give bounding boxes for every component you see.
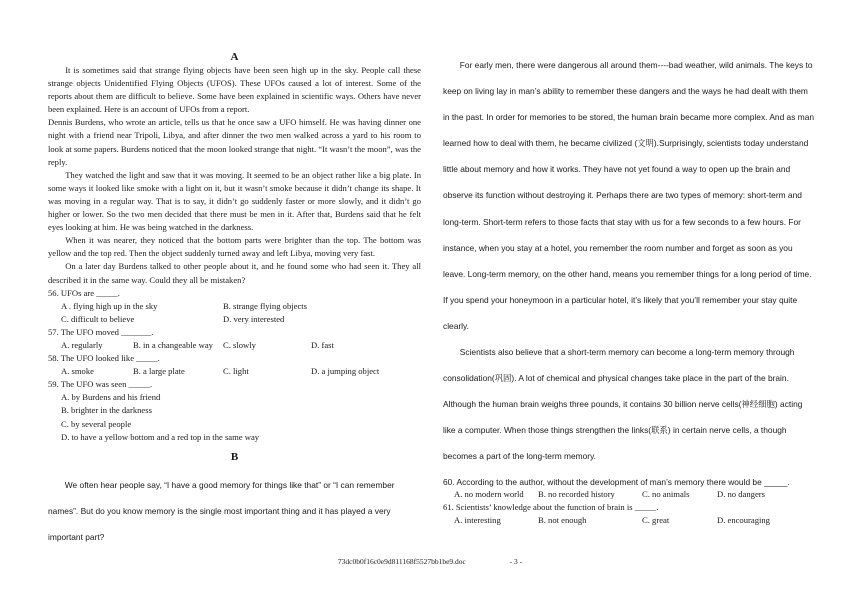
option-d: D. encouraging — [717, 514, 770, 525]
passage-a-paragraph: Dennis Burdens, who wrote an article, tells us that he once saw a UFO himself. He was having dinner one night with a friend near Tripoli, Libya, and after dinner the two men walked across a yard to his room to look at some papers. Burdens noticed that the moon looked strange that night. “It wasn’t the moon”, was the reply. — [48, 117, 421, 167]
option-d: D. to have a yellow bottom and a red top in the same way — [61, 431, 260, 442]
option-a: A. regularly — [61, 339, 103, 350]
question-61-options — [443, 514, 815, 527]
passage-a-paragraph: It is sometimes said that strange flying objects have been seen high up in the sky. People call these strange objects Unidentified Flying Objects (UFOS). These UFOs caused a lot of interest. Some of the reports about them are difficult to believe. Some have been explained in scientific ways. Others have never been explained. Here is an account of UFOs from a report. — [48, 65, 421, 115]
option-b: B. in a changeable way — [133, 339, 213, 350]
option-b: B. a large plate — [133, 366, 185, 377]
option-a: A. by Burdens and his friend — [61, 392, 161, 403]
question-59 — [48, 378, 421, 443]
option-c: C. difficult to believe — [61, 313, 135, 324]
option-b: B. brighter in the darkness — [61, 405, 152, 416]
option-b: B. strange flying objects — [223, 300, 308, 311]
option-row — [48, 300, 421, 313]
passage-a-paragraph: They watched the light and saw that it was moving. It seemed to be an object rather like a big plate. In some ways it looked like smoke with a light on it, but it wasn’t smoke because it didn’t change its shape. It was moving in a regular way. That is to say, it didn’t go suddenly faster or more slowly, and it didn’t go higher or lower. So the two men decided that there must be men in it. After that, Burdens said that he felt eyes looking at him. He was being watched in the darkness. — [48, 169, 421, 233]
option-row — [48, 365, 421, 378]
option-b: B. not enough — [538, 514, 587, 525]
option-c: C. by several people — [61, 418, 132, 429]
question-57 — [48, 326, 421, 352]
option-c: C. great — [642, 514, 670, 525]
option-a: A . flying high up in the sky — [61, 300, 158, 311]
passage-b-heading: B — [230, 450, 239, 463]
question-60-stem: 60. According to the author, without the development of man’s memory there would be _____. — [443, 476, 790, 487]
option-a: A. interesting — [454, 514, 501, 525]
question-61-stem: 61. Scientists’ knowledge about the function of brain is _____. — [443, 501, 659, 512]
option-row — [48, 313, 421, 326]
option-d: D. no dangers — [717, 488, 765, 499]
question-stem: 57. The UFO moved _______. — [48, 326, 154, 337]
option-row — [48, 339, 421, 352]
option-d: D. a jumping object — [311, 366, 380, 377]
question-stem: 58. The UFO looked like _____. — [48, 353, 160, 364]
passage-b-paragraph: Scientists also believe that a short-term memory can become a long-term memory through consolidation(巩固). A lot of chemical and physical changes take place in the part of the brain. Although the human brain weighs three pounds, it contains 30 billion nerve cells(神经细胞) acting like a computer. When those things strengthen the links(联系) in certain nerve cells, a though becomes a part of the long-term memory. — [443, 347, 803, 462]
question-stem: 59. The UFO was seen _____. — [48, 379, 153, 390]
footer-page-number: - 3 - — [509, 557, 523, 566]
question-60-options — [443, 488, 815, 501]
option-d: D. very interested — [223, 313, 285, 324]
passage-b-paragraph: For early men, there were dangerous all around them----bad weather, wild animals. The keys to keep on living lay in man’s ability to remember these dangers and the ways he had dealt with them in the past. In order for memories to be stored, the human brain became more complex. And as man learned how to deal with them, he became civilized (文明).Surprisingly, scientists today understand little about memory and how it works. They have not yet found a way to open up the brain and observe its function without destroying it. Perhaps there are two types of memory: short-term and long-term. Short-term refers to those facts that stay with us for a few seconds to a few hours. For instance, when you stay at a hotel, you remember the room number and forget as soon as you leave. Long-term memory, on the other hand, means you remember things for a long period of time. If you spend your honeymoon in a particular hotel, it’s likely that you’ll remember your stay quite clearly. — [443, 60, 815, 331]
question-56 — [48, 287, 421, 326]
option-c: C. slowly — [223, 339, 256, 350]
option-b: B. no recorded history — [538, 488, 615, 499]
option-a: A. smoke — [61, 366, 94, 377]
left-column — [48, 50, 421, 550]
passage-a-heading: A — [230, 51, 239, 63]
passage-a-paragraph: On a later day Burdens talked to other people about it, and he found some who had seen it. They all described it in the same way. Could they all be mistaken? — [48, 261, 421, 285]
option-c: C. light — [223, 366, 249, 377]
right-column — [443, 52, 815, 527]
option-a: A. no modern world — [454, 488, 524, 499]
passage-b-intro: We often hear people say, “I have a good memory for things like that” or “I can remember names”. But do you know memory is the single most important thing and it has played a very important part? — [48, 479, 395, 543]
page-footer — [0, 557, 860, 566]
option-d: D. fast — [311, 339, 334, 350]
question-58 — [48, 352, 421, 378]
question-stem: 56. UFOs are _____. — [48, 287, 120, 298]
option-c: C. no animals — [642, 488, 690, 499]
passage-a-paragraph: When it was nearer, they noticed that the bottom parts were brighter than the top. The bottom was yellow and the top red. Then the object suddenly turned away and left Libya, moving very fast. — [48, 235, 421, 259]
footer-filename: 73dc0b0f16c0e9d811168f5527bb1be9.doc — [337, 557, 466, 566]
